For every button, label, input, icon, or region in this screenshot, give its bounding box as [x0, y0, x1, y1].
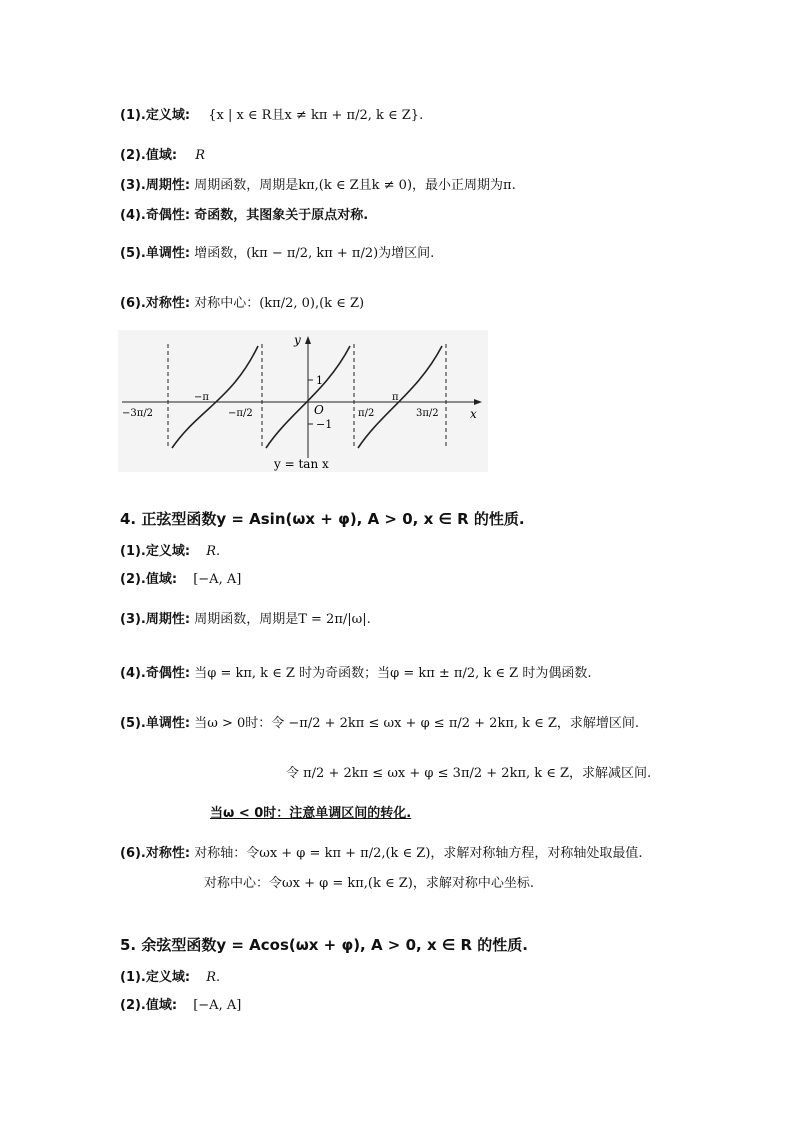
tan-monotonic-line	[120, 246, 434, 262]
item-label: (6).对称性:	[120, 296, 191, 311]
x-tick-label-neg-3pi2: −3π/2	[122, 408, 154, 419]
item-label: (4).奇偶性:	[120, 208, 191, 223]
origin-label: O	[314, 403, 324, 417]
item-text: 令 π/2 + 2kπ ≤ ωx + φ ≤ 3π/2 + 2kπ, k ∈ Z，求解减区间.	[286, 766, 652, 781]
sec4-parity-line	[120, 666, 591, 682]
item-label: (3).周期性:	[120, 612, 191, 627]
y-axis-label: y	[294, 333, 301, 347]
x-tick-label-pi2: π/2	[358, 408, 375, 419]
item-label: (4).奇偶性:	[120, 666, 191, 681]
tan-graph	[118, 330, 488, 472]
item-label: (2).值域:	[120, 998, 178, 1013]
item-text: 对称中心：(kπ/2, 0),(k ∈ Z)	[194, 296, 365, 311]
x-tick-label-3pi2: 3π/2	[416, 408, 439, 419]
item-label: (1).定义域:	[120, 544, 191, 559]
sec4-monotonic-line	[120, 716, 639, 732]
x-tick-label-pi: π	[392, 392, 399, 403]
sec4-period-line	[120, 612, 371, 628]
item-label: (2).值域:	[120, 572, 178, 587]
sec5-domain-line	[120, 970, 220, 986]
tan-period-line	[120, 178, 516, 194]
tan-domain-line	[120, 108, 423, 124]
sec5-range-line	[120, 998, 241, 1014]
item-label: (5).单调性:	[120, 246, 191, 261]
item-text: 对称中心：令ωx + φ = kπ,(k ∈ Z)，求解对称中心坐标.	[204, 876, 534, 891]
x-tick-label-neg-pi2: −π/2	[228, 408, 253, 419]
tan-parity-line	[120, 208, 368, 224]
x-axis-label: x	[470, 407, 477, 421]
tan-symmetry-line	[120, 296, 364, 312]
item-label: (1).定义域:	[120, 970, 191, 985]
item-label: (1).定义域:	[120, 108, 191, 123]
item-text: 周期函数，周期是T = 2π/|ω|.	[194, 612, 371, 627]
item-text: {x | x ∈ R且x ≠ kπ + π/2, k ∈ Z}.	[208, 108, 424, 123]
item-text: R.	[206, 544, 221, 559]
section-4-heading: 4. 正弦型函数y = Asin(ωx + φ), A > 0, x ∈ R 的性质.	[120, 510, 525, 528]
graph-caption: y = tan x	[274, 457, 329, 471]
item-text: 当φ = kπ, k ∈ Z 时为奇函数；当φ = kπ ± π/2, k ∈ Z 时为偶函数.	[194, 666, 592, 681]
graph-background	[118, 330, 488, 472]
sec4-monotonic-line-2	[286, 766, 651, 782]
y-tick-label-1: 1	[316, 374, 323, 387]
section-5-heading: 5. 余弦型函数y = Acos(ωx + φ), A > 0, x ∈ R 的性质.	[120, 936, 528, 954]
item-label: (5).单调性:	[120, 716, 191, 731]
tan-range-line	[120, 148, 205, 164]
sec4-symmetry-line	[120, 846, 643, 862]
item-label: (3).周期性:	[120, 178, 191, 193]
item-text: [−A, A]	[193, 572, 242, 587]
item-text: 奇函数，其图象关于原点对称.	[194, 208, 369, 223]
item-text: 当ω < 0时：注意单调区间的转化.	[210, 806, 412, 821]
item-label: (2).值域:	[120, 148, 178, 163]
item-text: R	[195, 148, 206, 163]
sec4-range-line	[120, 572, 241, 588]
item-text: 对称轴：令ωx + φ = kπ + π/2,(k ∈ Z)，求解对称轴方程，对称轴处取最值.	[194, 846, 643, 861]
item-text: [−A, A]	[193, 998, 242, 1013]
sec4-monotonic-line-3	[210, 806, 411, 822]
item-text: 当ω > 0时：令 −π/2 + 2kπ ≤ ωx + φ ≤ π/2 + 2kπ, k ∈ Z，求解增区间.	[194, 716, 640, 731]
item-text: 增函数，(kπ − π/2, kπ + π/2)为增区间.	[194, 246, 435, 261]
item-text: R.	[206, 970, 221, 985]
sec4-domain-line	[120, 544, 220, 560]
item-text: 周期函数，周期是kπ,(k ∈ Z且k ≠ 0)，最小正周期为π.	[194, 178, 516, 193]
sec4-symmetry-line-2	[204, 876, 534, 892]
item-label: (6).对称性:	[120, 846, 191, 861]
y-tick-label-neg1: −1	[316, 418, 333, 431]
x-tick-label-neg-pi: −π	[194, 392, 209, 403]
